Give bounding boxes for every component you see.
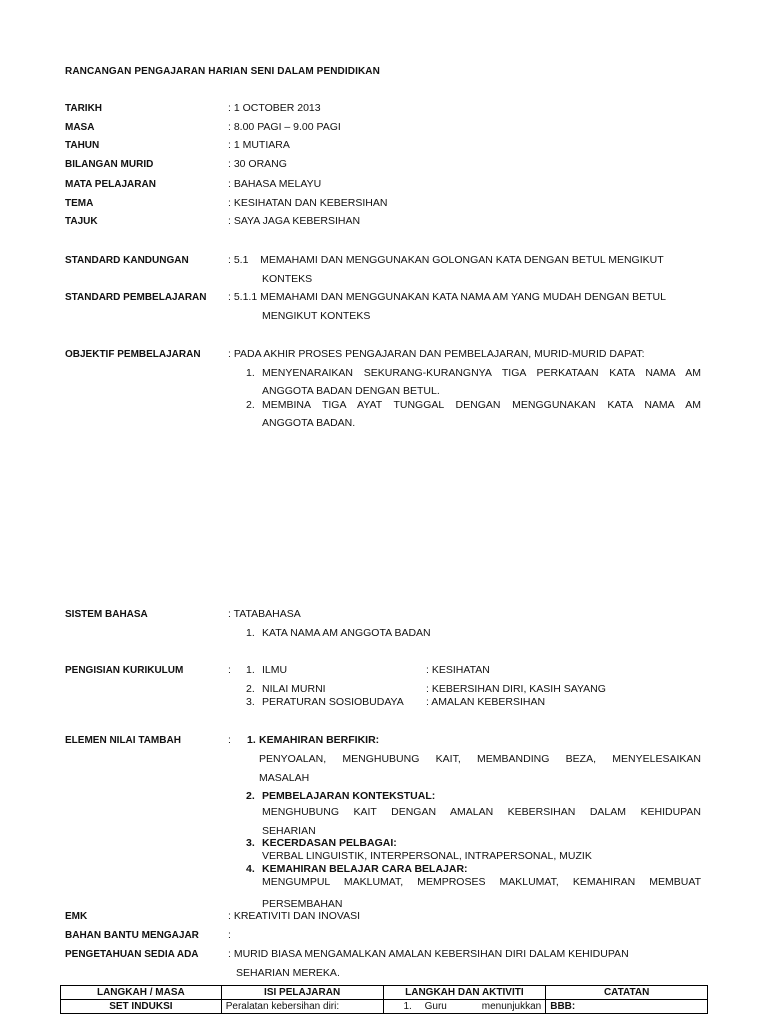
aktiviti-verb: menunjukkan <box>481 1001 542 1012</box>
info-value: : BAHASA MELAYU <box>228 178 322 190</box>
info-value: : 30 ORANG <box>228 158 287 170</box>
pengisian-number: 1. <box>246 664 255 676</box>
info-value: : 1 OCTOBER 2013 <box>228 102 321 114</box>
pengisian-number: 3. <box>246 696 255 708</box>
cell-isi: Peralatan kebersihan diri: <box>221 1000 383 1014</box>
info-label: MASA <box>65 122 95 133</box>
list-line: ANGGOTA BADAN DENGAN BETUL. <box>262 385 440 397</box>
elemen-line: MENGHUBUNG KAIT DENGAN AMALAN KEBERSIHAN DALAM KEHIDUPAN <box>262 806 701 818</box>
elemen-head: KEMAHIRAN BELAJAR CARA BELAJAR: <box>262 863 468 875</box>
lesson-steps-table <box>60 985 708 1014</box>
elemen-line: MASALAH <box>259 772 310 784</box>
info-value: : KESIHATAN DAN KEBERSIHAN <box>228 197 388 209</box>
list-line: ANGGOTA BADAN. <box>262 417 356 429</box>
elemen-line: PENYOALAN, MENGHUBUNG KAIT, MEMBANDING BEZA, MENYELESAIKAN <box>259 753 701 765</box>
sistem-bahasa-item-number: 1. <box>246 627 255 639</box>
pengisian-value: : KESIHATAN <box>426 664 490 676</box>
pengisian-name: PERATURAN SOSIOBUDAYA <box>262 696 404 708</box>
standard-kandungan-label: STANDARD KANDUNGAN <box>65 255 189 266</box>
bbm-value: : <box>228 929 231 941</box>
emk-value: : KREATIVITI DAN INOVASI <box>228 910 361 922</box>
bbm-label: BAHAN BANTU MENGAJAR <box>65 930 199 941</box>
list-item <box>246 837 701 850</box>
column-header: LANGKAH DAN AKTIVITI <box>383 986 546 1000</box>
table-row <box>61 1000 708 1014</box>
list-number: 3. <box>246 837 255 849</box>
table-header-row <box>61 986 708 1000</box>
elemen-head: KECERDASAN PELBAGAI: <box>262 837 397 849</box>
cell-catatan: BBB: <box>546 1000 708 1014</box>
standard-kandungan-line2: KONTEKS <box>262 273 313 285</box>
objektif-intro: : PADA AKHIR PROSES PENGAJARAN DAN PEMBELAJARAN, MURID-MURID DAPAT: <box>228 348 645 360</box>
column-header: ISI PELAJARAN <box>221 986 383 1000</box>
elemen-head: KEMAHIRAN BERFIKIR: <box>259 734 380 746</box>
objektif-list <box>246 364 701 433</box>
elemen-line: SEHARIAN <box>262 825 316 837</box>
list-line: MENYENARAIKAN SEKURANG-KURANGNYA TIGA PERKATAAN KATA NAMA AM <box>262 367 701 379</box>
elemen-label: ELEMEN NILAI TAMBAH <box>65 735 181 746</box>
info-value: : 1 MUTIARA <box>228 139 290 151</box>
info-label: TAJUK <box>65 216 98 227</box>
list-number: 2. <box>246 790 255 802</box>
pengetahuan-label: PENGETAHUAN SEDIA ADA <box>65 949 199 960</box>
list-item <box>246 399 701 412</box>
info-label: TAHUN <box>65 140 100 151</box>
sistem-bahasa-value: : TATABAHASA <box>228 608 301 620</box>
info-value: : SAYA JAGA KEBERSIHAN <box>228 215 361 227</box>
sistem-bahasa-item: KATA NAMA AM ANGGOTA BADAN <box>262 627 431 639</box>
elemen-line: MENGUMPUL MAKLUMAT, MEMPROSES MAKLUMAT, KEMAHIRAN MEMBUAT <box>262 876 701 888</box>
list-number: 1. <box>247 734 256 746</box>
pengisian-label: PENGISIAN KURIKULUM <box>65 665 184 676</box>
pengisian-value: : AMALAN KEBERSIHAN <box>426 696 546 708</box>
pengisian-value: : KEBERSIHAN DIRI, KASIH SAYANG <box>426 683 606 695</box>
elemen-colon: : <box>228 734 231 746</box>
elemen-line: PERSEMBAHAN <box>262 898 343 910</box>
document-title: RANCANGAN PENGAJARAN HARIAN SENI DALAM PENDIDIKAN <box>65 66 380 77</box>
list-item <box>246 731 701 750</box>
column-header: LANGKAH / MASA <box>61 986 222 1000</box>
pengetahuan-line2: SEHARIAN MEREKA. <box>236 967 340 979</box>
list-item <box>246 385 701 398</box>
info-label: BILANGAN MURID <box>65 159 154 170</box>
sistem-bahasa-label: SISTEM BAHASA <box>65 609 148 620</box>
list-number: 4. <box>246 863 255 875</box>
list-item <box>246 364 701 383</box>
objektif-label: OBJEKTIF PEMBELAJARAN <box>65 349 201 360</box>
elemen-list <box>246 731 701 914</box>
list-item <box>246 414 701 433</box>
cell-langkah: SET INDUKSI <box>61 1000 222 1014</box>
pengisian-number: 2. <box>246 683 255 695</box>
elemen-line: VERBAL LINGUISTIK, INTERPERSONAL, INTRAPERSONAL, MUZIK <box>262 850 592 862</box>
standard-pembelajaran-line1: : 5.1.1 MEMAHAMI DAN MENGGUNAKAN KATA NAMA AM YANG MUDAH DENGAN BETUL <box>228 291 666 303</box>
standard-kandungan-line1: : 5.1 MEMAHAMI DAN MENGGUNAKAN GOLONGAN KATA DENGAN BETUL MENGIKUT <box>228 254 664 266</box>
list-number: 2. <box>246 399 255 411</box>
elemen-head: PEMBELAJARAN KONTEKSTUAL: <box>262 790 436 802</box>
list-line: MEMBINA TIGA AYAT TUNGGAL DENGAN MENGGUNAKAN KATA NAMA AM <box>262 399 701 411</box>
cell-aktiviti <box>383 1000 546 1014</box>
pengisian-name: ILMU <box>262 664 288 676</box>
pengetahuan-line1: : MURID BIASA MENGAMALKAN AMALAN KEBERSIHAN DIRI DALAM KEHIDUPAN <box>228 948 629 960</box>
column-header: CATATAN <box>546 986 708 1000</box>
info-value: : 8.00 PAGI – 9.00 PAGI <box>228 121 341 133</box>
pengisian-name: NILAI MURNI <box>262 683 326 695</box>
standard-pembelajaran-label: STANDARD PEMBELAJARAN <box>65 292 207 303</box>
info-label: MATA PELAJARAN <box>65 179 156 190</box>
info-label: TARIKH <box>65 103 103 114</box>
emk-label: EMK <box>65 911 88 922</box>
pengisian-colon: : <box>228 664 231 676</box>
aktiviti-number: 1. <box>403 1001 412 1012</box>
info-label: TEMA <box>65 198 94 209</box>
list-item <box>246 863 701 876</box>
aktiviti-subject: Guru <box>424 1001 447 1012</box>
list-number: 1. <box>246 367 255 379</box>
list-item <box>246 790 701 803</box>
standard-pembelajaran-line2: MENGIKUT KONTEKS <box>262 310 371 322</box>
